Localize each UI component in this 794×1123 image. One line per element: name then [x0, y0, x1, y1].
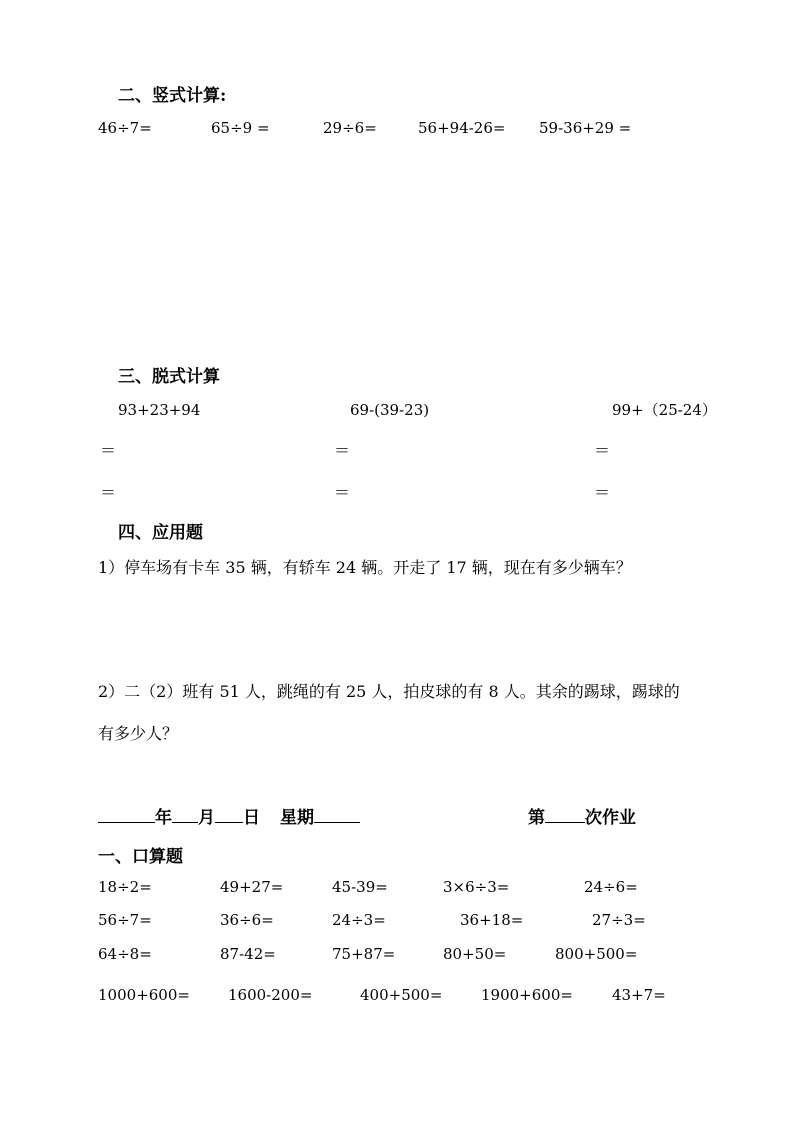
assignment-line — [528, 808, 636, 827]
section-3-title: 三、脱式计算 — [118, 367, 220, 387]
day-label: 日 — [243, 808, 260, 828]
equals-sign: ＝ — [594, 483, 611, 502]
date-line — [98, 808, 360, 827]
mental-calc-item: 64÷8= — [98, 945, 152, 963]
equals-sign: ＝ — [100, 483, 117, 502]
mental-calc-item: 1600-200= — [228, 986, 313, 1004]
month-label: 月 — [198, 808, 215, 828]
mental-calc-item: 1900+600= — [481, 986, 573, 1004]
mental-calc-item: 36+18= — [460, 911, 524, 929]
mental-calc-item: 75+87= — [332, 945, 396, 963]
stepwise-calc-item: 93+23+94 — [118, 401, 201, 419]
year-blank[interactable] — [98, 808, 155, 823]
word-problem-2-line2: 有多少人？ — [98, 724, 179, 743]
mental-calc-item: 36÷6= — [220, 911, 274, 929]
mental-calc-item: 1000+600= — [98, 986, 190, 1004]
equals-sign: ＝ — [334, 441, 351, 460]
word-problem-1: 1）停车场有卡车 35 辆，有轿车 24 辆。开走了 17 辆，现在有多少辆车？ — [98, 558, 632, 577]
mental-calc-item: 56÷7= — [98, 911, 152, 929]
section-2-title: 二、竖式计算: — [118, 86, 227, 106]
mental-calc-item: 400+500= — [360, 986, 443, 1004]
mental-calc-item: 3×6÷3= — [443, 878, 510, 896]
mental-calc-item: 18÷2= — [98, 878, 152, 896]
section-4-title: 四、应用题 — [118, 523, 203, 543]
mental-calc-item: 49+27= — [220, 878, 284, 896]
equals-sign: ＝ — [100, 441, 117, 460]
day-blank[interactable] — [215, 808, 243, 823]
assignment-number-blank[interactable] — [545, 808, 585, 823]
year-label: 年 — [155, 808, 172, 828]
week-label: 星期 — [280, 808, 314, 828]
mental-calc-item: 87-42= — [220, 945, 276, 963]
mental-calc-item: 43+7= — [612, 986, 666, 1004]
mental-calc-item: 80+50= — [443, 945, 507, 963]
mental-calc-item: 800+500= — [555, 945, 638, 963]
stepwise-calc-item: 69-(39-23) — [350, 401, 430, 419]
week-blank[interactable] — [314, 808, 360, 823]
mental-calc-item: 24÷3= — [332, 911, 386, 929]
di-label: 第 — [528, 808, 545, 828]
vertical-calc-item: 46÷7= — [98, 119, 152, 137]
vertical-calc-item: 65÷9 = — [211, 119, 270, 137]
equals-sign: ＝ — [334, 483, 351, 502]
word-problem-2-line1: 2）二（2）班有 51 人，跳绳的有 25 人，拍皮球的有 8 人。其余的踢球，踢球的 — [98, 682, 680, 701]
vertical-calc-item: 29÷6= — [323, 119, 377, 137]
month-blank[interactable] — [172, 808, 198, 823]
mental-calc-item: 24÷6= — [584, 878, 638, 896]
vertical-calc-item: 56+94-26= — [418, 119, 506, 137]
section-1-title: 一、口算题 — [98, 847, 183, 867]
assignment-label: 次作业 — [585, 808, 636, 828]
equals-sign: ＝ — [594, 441, 611, 460]
mental-calc-item: 27÷3= — [592, 911, 646, 929]
mental-calc-item: 45-39= — [332, 878, 388, 896]
stepwise-calc-item: 99+（25-24） — [612, 401, 717, 419]
vertical-calc-item: 59-36+29 = — [539, 119, 632, 137]
